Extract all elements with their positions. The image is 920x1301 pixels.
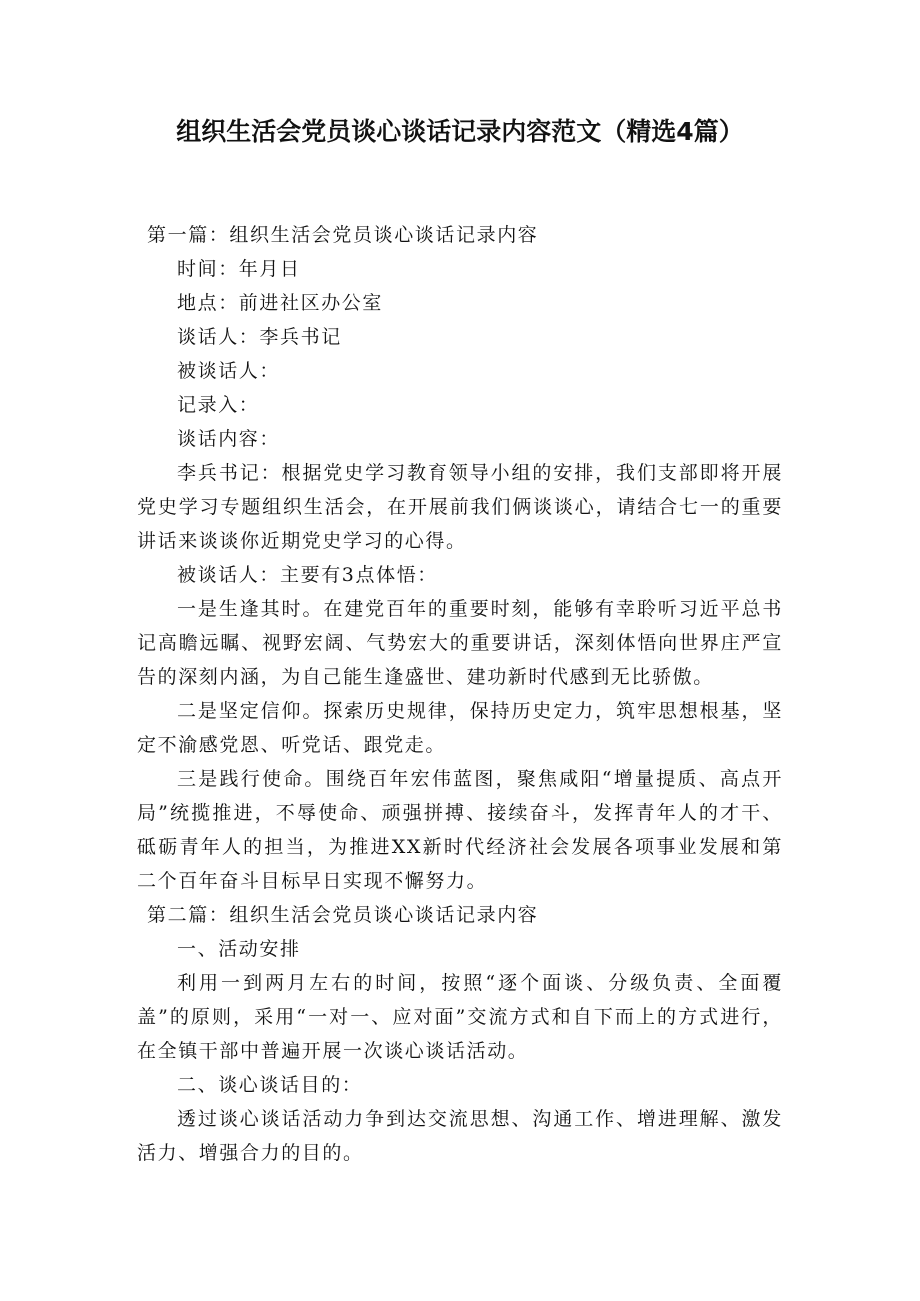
- paragraph: 李兵书记：根据党史学习教育领导小组的安排，我们支部即将开展党史学习专题组织生活会，在开展前我们俩谈谈心，请结合七一的重要讲话来谈谈你近期党史学习的心得。: [137, 462, 783, 552]
- meta-interviewer: 谈话人：李兵书记: [177, 326, 342, 348]
- section-heading: 第二篇：组织生活会党员谈心谈话记录内容: [147, 904, 539, 926]
- document-title: 组织生活会党员谈心谈话记录内容范文（精选4篇）: [176, 117, 744, 146]
- meta-interviewee: 被谈话人：: [177, 360, 281, 382]
- meta-recorder: 记录入：: [177, 394, 260, 416]
- paragraph: 透过谈心谈话活动力争到达交流思想、沟通工作、增进理解、激发活力、增强合力的目的。: [137, 1108, 783, 1164]
- paragraph: 一是生逢其时。在建党百年的重要时刻，能够有幸聆听习近平总书记高瞻远瞩、视野宏阔、气势宏大的重要讲话，深刻体悟向世界庄严宣告的深刻内涵，为自己能生逢盛世、建功新时代感到无比骄傲。: [137, 598, 783, 688]
- subsection-heading: 一、活动安排: [177, 938, 301, 960]
- paragraph: 利用一到两月左右的时间，按照“逐个面谈、分级负责、全面覆盖”的原则，采用“一对一、应对面”交流方式和自下而上的方式进行，在全镇干部中普遍开展一次谈心谈话活动。: [137, 972, 783, 1062]
- subsection-heading: 二、谈心谈话目的：: [177, 1074, 363, 1096]
- meta-time: 时间：年月日: [177, 258, 301, 280]
- meta-content-label: 谈话内容：: [177, 428, 281, 450]
- paragraph: 被谈话人：主要有3点体悟：: [177, 564, 438, 586]
- meta-location: 地点：前进社区办公室: [177, 292, 384, 314]
- paragraph: 三是践行使命。围绕百年宏伟蓝图，聚焦咸阳“增量提质、高点开局”统揽推进，不辱使命、顽强拼搏、接续奋斗，发挥青年人的才干、砥砺青年人的担当，为推进XX新时代经济社会发展各项事业发展和第二个百年奋斗目标早日实现不懈努力。: [137, 768, 783, 892]
- section-heading: 第一篇：组织生活会党员谈心谈话记录内容: [147, 224, 539, 246]
- document-body: [137, 218, 783, 1170]
- paragraph: 二是坚定信仰。探索历史规律，保持历史定力，筑牢思想根基，坚定不渝感党恩、听党话、跟党走。: [137, 700, 783, 756]
